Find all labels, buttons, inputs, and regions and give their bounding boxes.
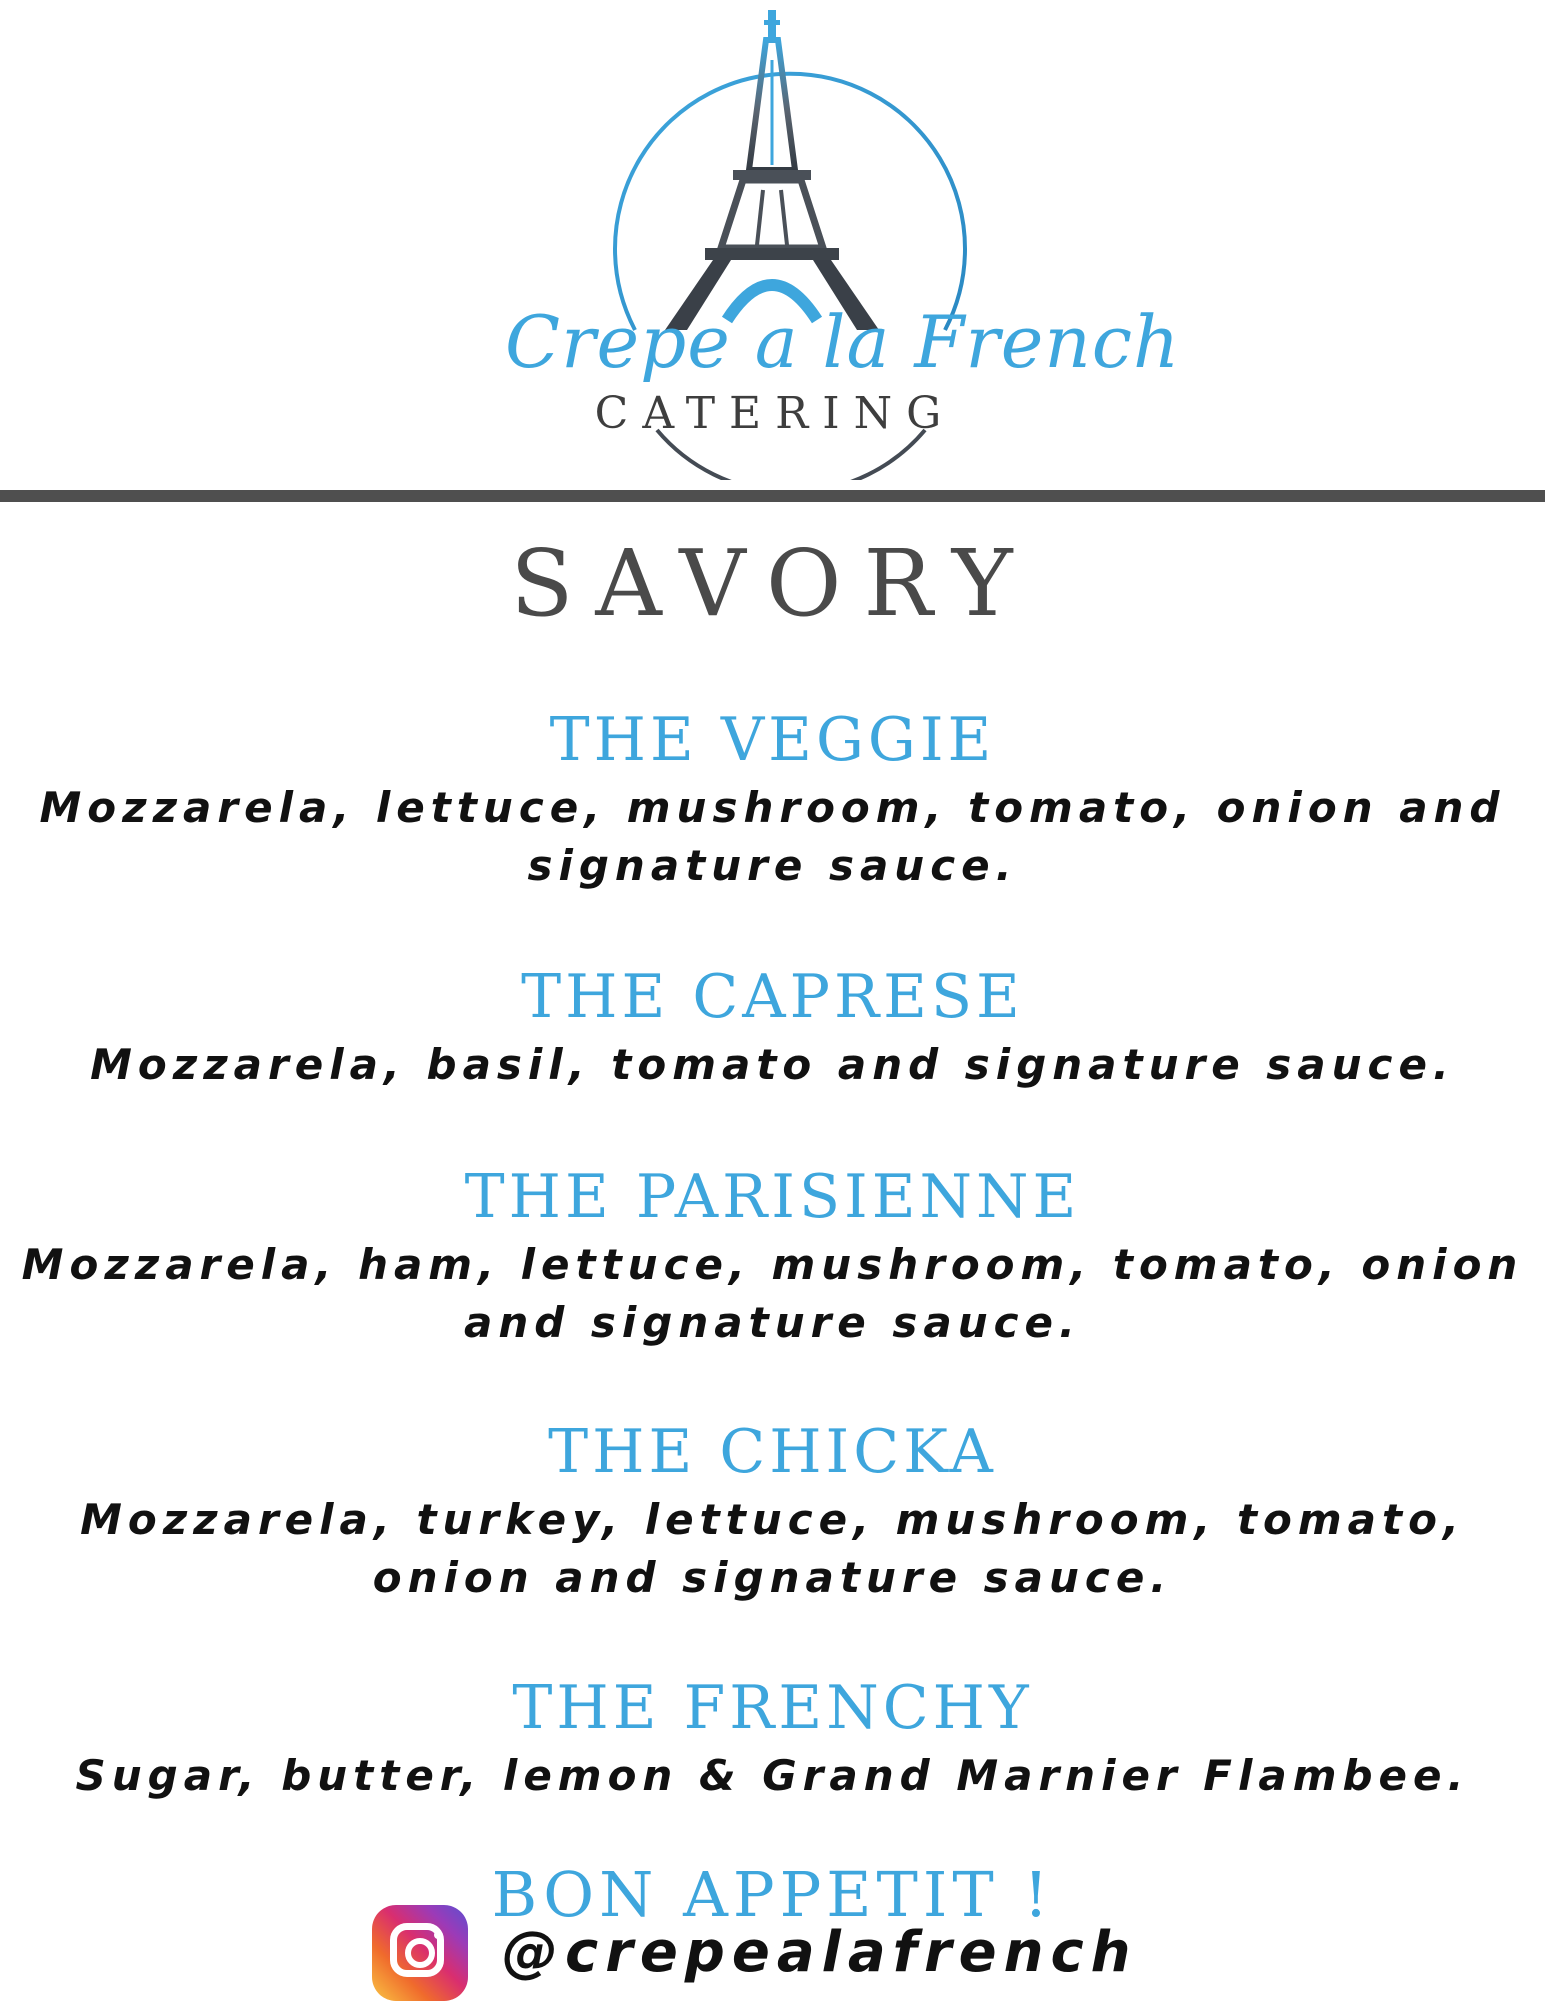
instagram-icon[interactable] [372, 1905, 468, 2001]
menu-item-description: Mozzarela, turkey, lettuce, mushroom, tomato, onion and signature sauce. [80, 1495, 1465, 1602]
menu-item-description: Mozzarela, lettuce, mushroom, tomato, onion and signature sauce. [39, 783, 1506, 890]
closing-text: BON APPETIT ! [491, 1858, 1054, 1931]
menu-item-description: Mozzarela, basil, tomato and signature sauce. [90, 1040, 1455, 1089]
menu-item-name: THE PARISIENNE [464, 1162, 1081, 1232]
menu-item-name: THE CAPRESE [521, 962, 1024, 1032]
brand-script-text: Crepe a la French [505, 300, 1181, 384]
menu-item-frenchy [0, 1673, 1545, 1805]
menu-item-chicka [0, 1417, 1545, 1607]
menu-item-parisienne [0, 1162, 1545, 1352]
menu-item-description: Mozzarela, ham, lettuce, mushroom, tomato, onion and signature sauce. [21, 1240, 1524, 1347]
social-link[interactable] [372, 1905, 1138, 2000]
section-title: SAVORY [510, 530, 1035, 637]
menu-item-veggie [0, 705, 1545, 895]
menu-item-name: THE VEGGIE [549, 705, 996, 775]
menu-item-name: THE CHICKA [548, 1417, 997, 1487]
header-divider [0, 490, 1545, 502]
menu-item-name: THE FRENCHY [512, 1673, 1033, 1743]
menu-item-description: Sugar, butter, lemon & Grand Marnier Flambee. [75, 1751, 1470, 1800]
brand-sub-text: CATERING [594, 388, 956, 439]
instagram-handle[interactable]: @crepealafrench [502, 1920, 1138, 1985]
brand-logo [505, 0, 1181, 480]
menu-item-caprese [0, 962, 1545, 1094]
